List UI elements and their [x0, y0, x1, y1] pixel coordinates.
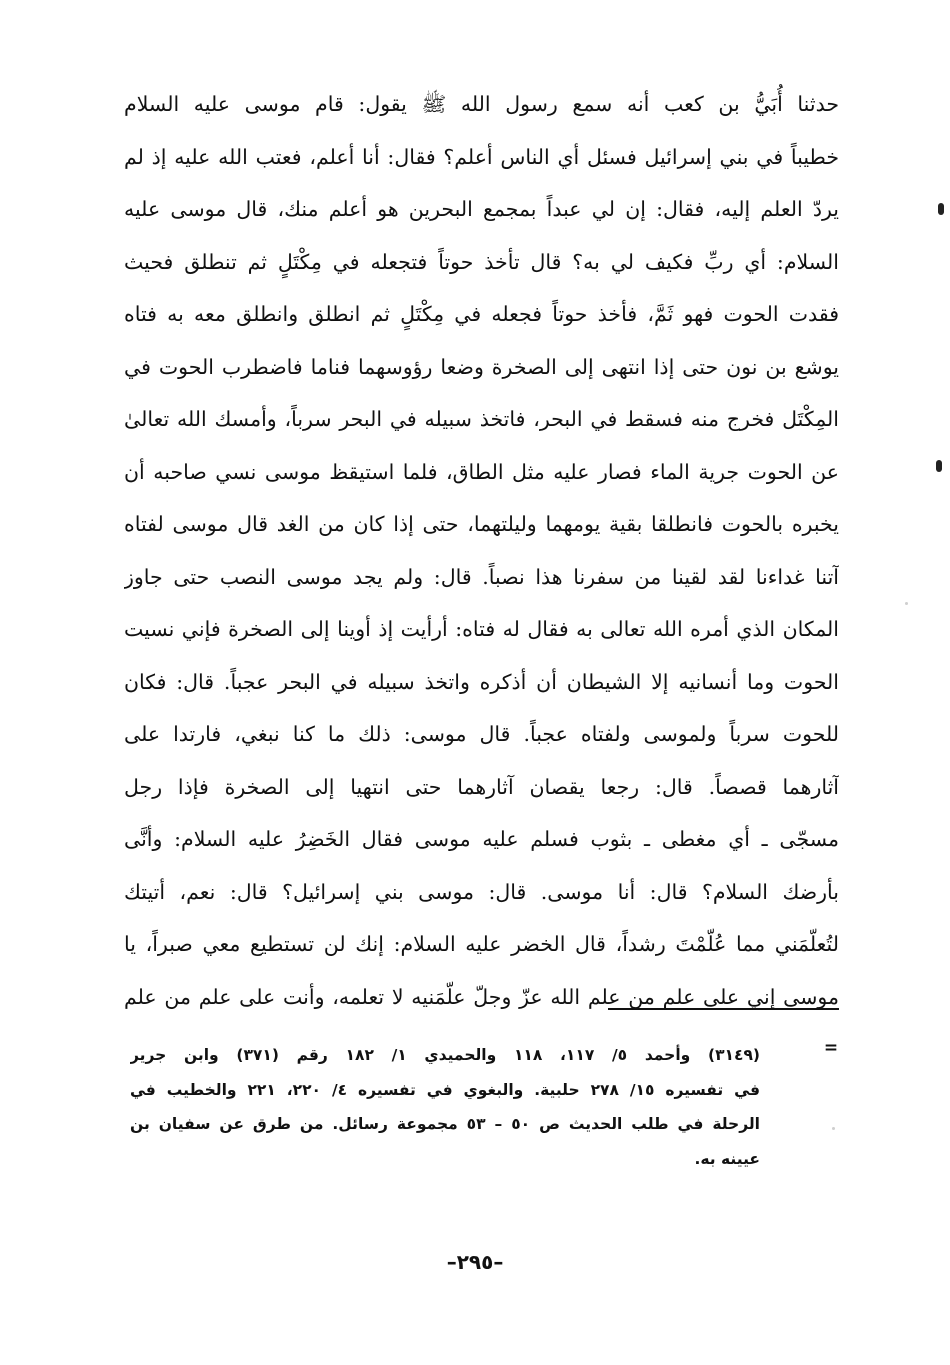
text-line: لتُعلّمَني مما عُلّمْتَ رشداً، قال الخضر عليه السلام: إنك لن تستطيع معي صبراً، يا	[124, 932, 839, 956]
footnote-line: (٣١٤٩) وأحمد ٥/ ١١٧، ١١٨ والحميدي ١/ ١٨٢ رقم (٣٧١) وابن جرير	[130, 1046, 760, 1064]
text-line: آثارهما قصصاً. قال: رجعا يقصان آثارهما حتى انتهيا إلى الصخرة فإذا رجل	[124, 774, 839, 799]
scan-speck	[832, 1127, 835, 1130]
scan-mark	[936, 460, 942, 472]
text-line: موسى إني على علم من علم الله عزّ وجلّ علّمَنيه لا تعلمه، وأنت على علم من علم	[124, 984, 839, 1009]
text-line: خطيباً في بني إسرائيل فسئل أي الناس أعلم؟ فقال: أنا أعلم، فعتب الله عليه إذ لم	[124, 144, 839, 169]
page-number: –٢٩٥–	[446, 1250, 504, 1274]
footnote-line: عيينه به.	[694, 1149, 760, 1168]
text-line: يردّ العلم إليه، فقال: إن لي عبداً بمجمع البحرين هو أعلم منك، قال موسى عليه	[124, 197, 839, 221]
footnote-separator	[608, 1008, 839, 1010]
text-line: المكان الذي أمره الله تعالى به فقال له فتاه: أرأيت إذ أوينا إلى الصخرة فإني نسيت	[124, 617, 839, 641]
text-line: آتنا غداءنا لقد لقينا من سفرنا هذا نصباً. قال: ولم يجد موسى النصب حتى جاوز	[124, 564, 839, 589]
text-line: السلام: أي ربِّ فكيف لي به؟ قال تأخذ حوتاً فتجعله في مِكْتَلٍ ثم تنطلق فحيث	[124, 249, 839, 274]
footnote-block	[130, 1038, 760, 1176]
text-line: فقدت الحوت فهو ثَمَّ، فأخذ حوتاً فجعله في مِكْتَلٍ ثم انطلق وانطلق معه به فتاه	[124, 302, 839, 326]
footnote-line: في تفسيره ١٥/ ٢٧٨ حلبية. والبغوي في تفسيره ٤/ ٢٢٠، ٢٢١ والخطيب في	[130, 1080, 760, 1099]
text-line: حدثنا أُبَيُّ بن كعب أنه سمع رسول الله ﷺ يقول: قام موسى عليه السلام	[124, 92, 839, 116]
text-line: المِكْتَل فخرج منه فسقط في البحر، فاتخذ سبيله في البحر سرباً، وأمسك الله تعالىٰ	[124, 407, 839, 431]
text-line: مسجّى ـ أي مغطى ـ بثوب فسلم عليه موسى فقال الخَضِرُ عليه السلام: وأنَّى	[124, 827, 839, 851]
footnote-continuation-marker: =	[823, 1038, 839, 1058]
footnote-line: الرحلة في طلب الحديث ص ٥٠ – ٥٣ مجموعة رسائل. من طرق عن سفيان بن	[130, 1115, 760, 1133]
text-line: للحوت سرباً ولموسى ولفتاه عجباً. قال موسى: ذلك ما كنا نبغي، فارتدا على	[124, 722, 839, 746]
scan-speck	[905, 602, 908, 605]
text-line: يوشع بن نون حتى إذا انتهى إلى الصخرة وضعا رؤوسهما فناما فاضطرب الحوت في	[124, 354, 839, 379]
text-line: عن الحوت جرية الماء فصار عليه مثل الطاق، فلما استيقظ موسى نسي صاحبه أن	[124, 459, 839, 484]
scan-mark	[938, 203, 944, 215]
text-line: الحوت وما أنسانيه إلا الشيطان أن أذكره واتخذ سبيله في البحر عجباً. قال: فكان	[124, 669, 839, 694]
text-line: بأرضك السلام؟ قال: أنا موسى. قال: موسى بني إسرائيل؟ قال: نعم، أتيتك	[124, 879, 839, 904]
main-text-block	[124, 78, 839, 1023]
text-line: يخبره بالحوت فانطلقا بقية يومهما وليلتهما، حتى إذا كان من الغد قال موسى لفتاه	[124, 512, 839, 536]
